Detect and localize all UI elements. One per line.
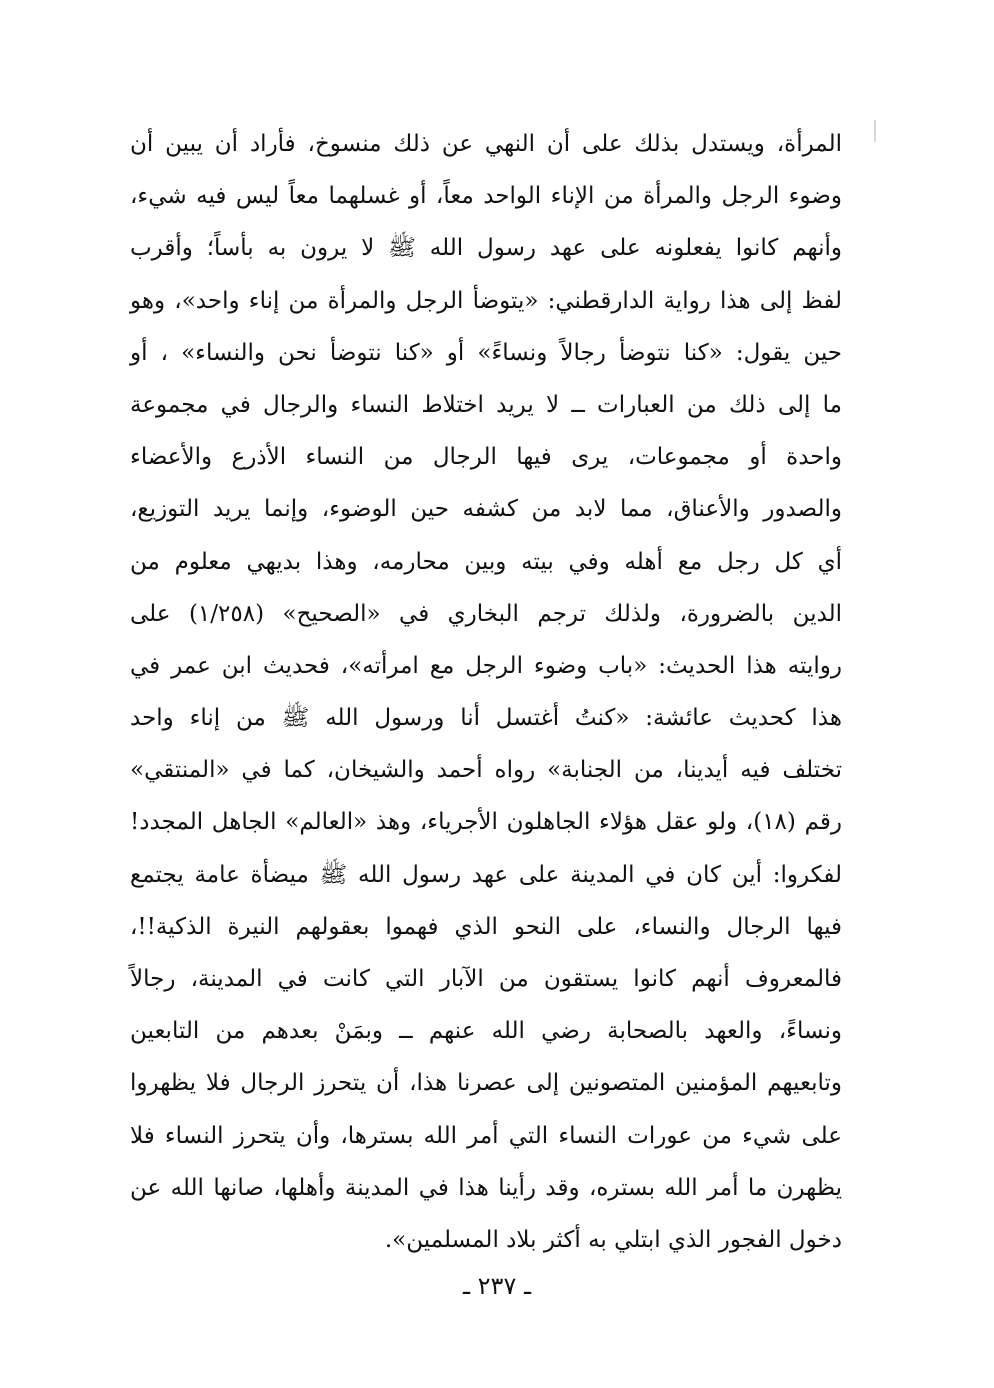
margin-mark	[874, 120, 876, 142]
text-line-20: على شيء من عورات النساء التي أمر الله بسترها، وأن يتحرز النساء فلا	[130, 1122, 842, 1149]
page-number: ـ ٢٣٧ ـ	[462, 1272, 531, 1300]
text-line-13: تختلف فيه أيدينا، من الجنابة» رواه أحمد والشيخان، كما في «المنتقي»	[130, 757, 842, 784]
text-line-17: فالمعروف أنهم كانوا يستقون من الآبار التي كانت في المدينة، رجالاً	[130, 966, 842, 992]
text-line-11: روايته هذا الحديث: «باب وضوء الرجل مع امرأته»، فحديث ابن عمر في	[130, 652, 842, 679]
text-line-3: وأنهم كانوا يفعلونه على عهد رسول الله ﷺ لا يرون به بأساً؛ وأقرب	[130, 235, 842, 262]
text-line-1: المرأة، ويستدل بذلك على أن النهي عن ذلك منسوخ، فأراد أن يبين أن	[130, 131, 842, 157]
text-line-9: أي كل رجل مع أهله وفي بيته وبين محارمه، وهذا بديهي معلوم من	[130, 548, 842, 575]
body-text	[130, 118, 842, 1266]
text-line-6: ما إلى ذلك من العبارات ــ لا يريد اختلاط النساء والرجال في مجموعة	[130, 391, 842, 418]
text-line-4: لفظ إلى هذا رواية الدارقطني: «يتوضأ الرجل والمرأة من إناء واحد»، وهو	[130, 287, 842, 314]
text-line-22: دخول الفجور الذي ابتلي به أكثر بلاد المسلمين».	[384, 1226, 842, 1253]
text-line-16: فيها الرجال والنساء، على النحو الذي فهموا بعقولهم النيرة الذكية!!،	[130, 913, 842, 940]
text-line-7: واحدة أو مجموعات، يرى فيها الرجال من النساء الأذرع والأعضاء	[130, 444, 842, 471]
text-line-15: لفكروا: أين كان في المدينة على عهد رسول الله ﷺ ميضأة عامة يجتمع	[130, 861, 842, 888]
text-line-19: وتابعيهم المؤمنين المتصونين إلى عصرنا هذا، أن يتحرز الرجال فلا يظهروا	[130, 1070, 842, 1097]
text-line-8: والصدور والأعناق، مما لابد من كشفه حين الوضوء، وإنما يريد التوزيع،	[130, 496, 842, 523]
text-line-14: رقم (١٨)، ولو عقل هؤلاء الجاهلون الأجرياء، وهذ «العالم» الجاهل المجدد!	[130, 809, 842, 836]
text-line-2: وضوء الرجل والمرأة من الإناء الواحد معاً، أو غسلهما معاً ليس فيه شيء،	[130, 183, 842, 210]
text-line-5: حين يقول: «كنا نتوضأ رجالاً ونساءً» أو «كنا نتوضأ نحن والنساء» ، أو	[130, 339, 842, 366]
text-line-10: الدين بالضرورة، ولذلك ترجم البخاري في «الصحيح» (١/٢٥٨) على	[130, 600, 842, 627]
text-line-18: ونساءً، والعهد بالصحابة رضي الله عنهم ــ وبمَنْ بعدهم من التابعين	[130, 1018, 842, 1045]
text-line-12: هذا كحديث عائشة: «كنتُ أغتسل أنا ورسول الله ﷺ من إناء واحد	[130, 705, 842, 732]
text-line-21: يظهرن ما أمر الله بستره، وقد رأينا هذا في المدينة وأهلها، صانها الله عن	[130, 1174, 842, 1201]
